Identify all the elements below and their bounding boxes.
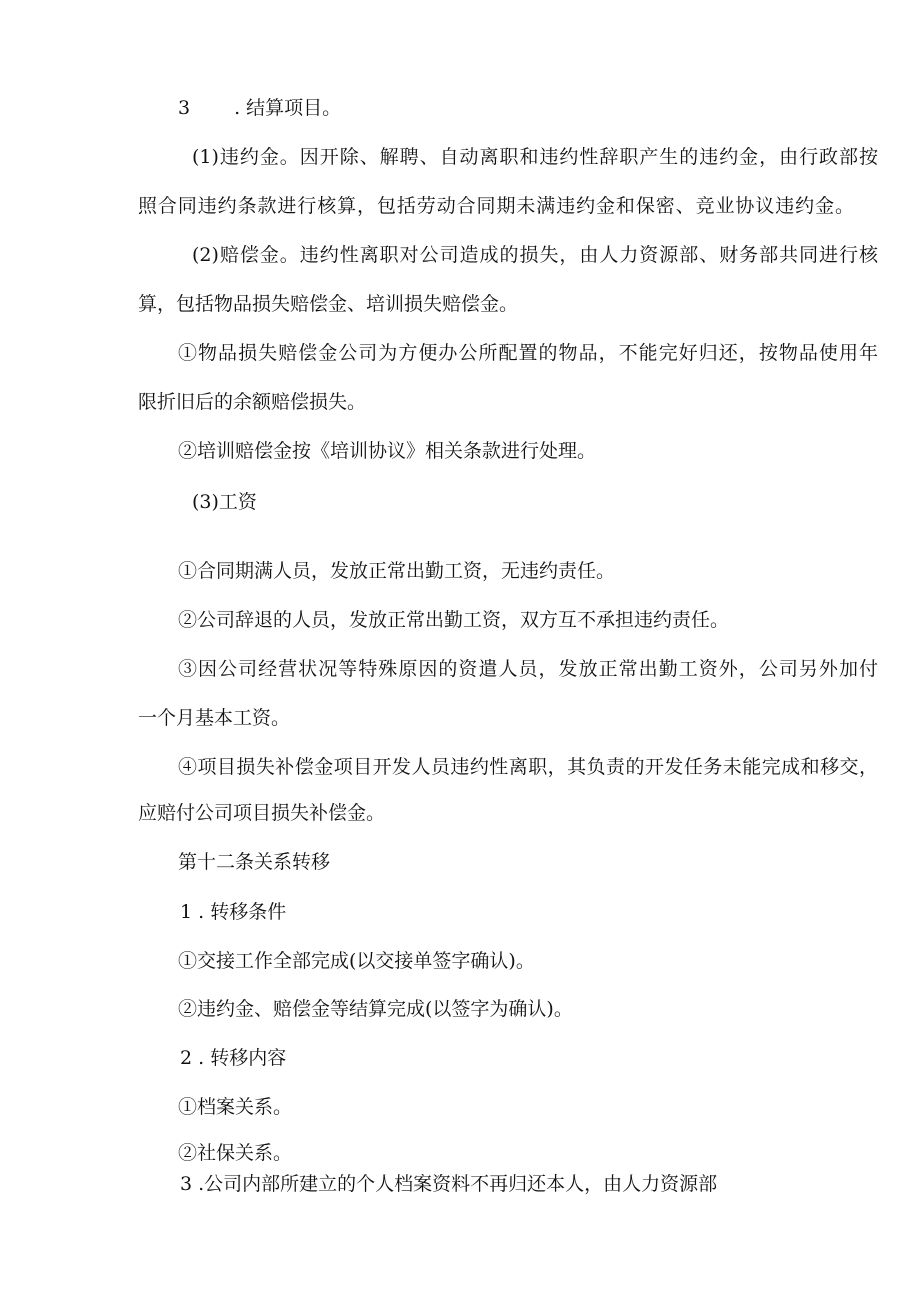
paragraph-line: ①档案关系。 <box>178 1096 293 1118</box>
paragraph-line: 一个月基本工资。 <box>138 707 291 729</box>
paragraph-line: ①交接工作全部完成(以交接单签字确认)。 <box>178 950 535 972</box>
subheading-wages: (3)工资 <box>192 491 257 513</box>
paragraph-line: 照合同违约条款进行核算，包括劳动合同期未满违约金和保密、竞业协议违约金。 <box>138 195 854 217</box>
subheading-transfer-content: 2 . 转移内容 <box>180 1047 287 1069</box>
paragraph-line: ①合同期满人员，发放正常出勤工资，无违约责任。 <box>178 560 616 582</box>
paragraph-line: ②公司辞退的人员，发放正常出勤工资，双方互不承担违约责任。 <box>178 609 730 631</box>
paragraph-line: 应赔付公司项目损失补偿金。 <box>138 802 386 824</box>
paragraph-line: (2)赔偿金。违约性离职对公司造成的损失，由人力资源部、财务部共同进行核 <box>192 244 878 266</box>
article-12-heading: 第十二条关系转移 <box>178 851 331 873</box>
paragraph-line: ③因公司经营状况等特殊原因的资遣人员，发放正常出勤工资外，公司另外加付 <box>178 658 878 680</box>
paragraph-line: ④项目损失补偿金项目开发人员违约性离职，其负责的开发任务未能完成和移交， <box>178 756 878 778</box>
subheading-transfer-conditions: 1 . 转移条件 <box>180 901 287 923</box>
paragraph-line: 算，包括物品损失赔偿金、培训损失赔偿金。 <box>138 293 519 315</box>
paragraph-line: 限折旧后的余额赔偿损失。 <box>138 391 367 413</box>
paragraph-line: ②违约金、赔偿金等结算完成(以签字为确认)。 <box>178 998 573 1020</box>
paragraph-line: ①物品损失赔偿金公司为方便办公所配置的物品，不能完好归还，按物品使用年 <box>178 342 878 364</box>
section-3-heading <box>178 96 341 120</box>
paragraph-line: (1)违约金。因开除、解聘、自动离职和违约性辞职产生的违约金，由行政部按 <box>192 146 878 168</box>
paragraph-line: 3 .公司内部所建立的个人档案资料不再归还本人，由人力资源部 <box>180 1173 718 1195</box>
paragraph-line: ②社保关系。 <box>178 1142 293 1164</box>
section-number: 3 <box>178 97 191 119</box>
section-title: . 结算项目。 <box>234 97 342 119</box>
paragraph-line: ②培训赔偿金按《培训协议》相关条款进行处理。 <box>178 440 597 462</box>
